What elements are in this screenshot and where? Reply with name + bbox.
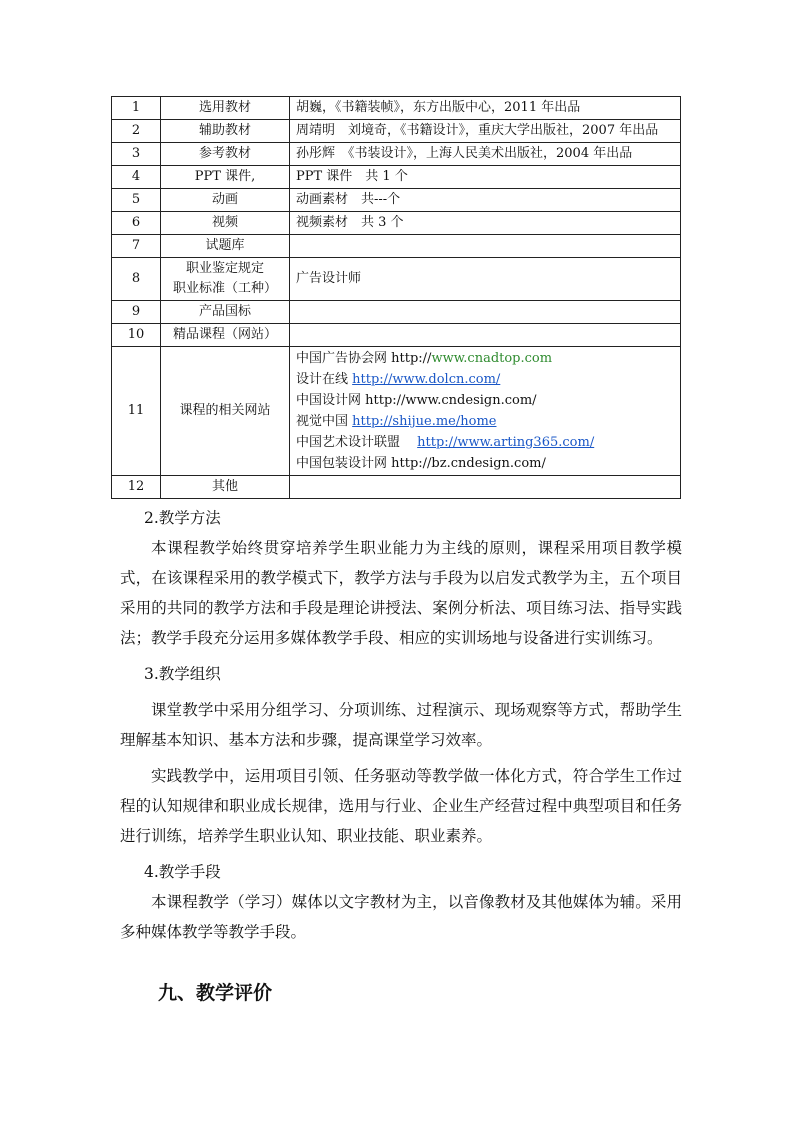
- table-row: [112, 143, 681, 166]
- paragraph: 实践教学中，运用项目引领、任务驱动等教学做一体化方式，符合学生工作过程的认知规律和职业成长规律，选用与行业、企业生产经营过程中典型项目和任务进行训练，培养学生职业认知、职业技能、职业素养。: [120, 767, 682, 845]
- table-row: [112, 301, 681, 324]
- resource-content: PPT 课件 共 1 个: [290, 166, 681, 189]
- resource-item: 视频: [161, 212, 290, 235]
- resource-item: [161, 258, 290, 301]
- resource-content: 广告设计师: [290, 258, 681, 301]
- table-row: [112, 212, 681, 235]
- row-number: 1: [112, 97, 161, 120]
- paragraph: 本课程教学（学习）媒体以文字教材为主，以音像教材及其他媒体为辅。采用多种媒体教学等教学手段。: [120, 893, 682, 941]
- website-entry: [296, 390, 674, 411]
- website-link[interactable]: http://www.dolcn.com/: [352, 372, 501, 387]
- table-row: [112, 235, 681, 258]
- row-number: 2: [112, 120, 161, 143]
- row-number: 12: [112, 476, 161, 499]
- row-number: 10: [112, 324, 161, 347]
- resource-content: [290, 324, 681, 347]
- resource-content: 周靖明 刘境奇，《书籍设计》，重庆大学出版社，2007 年出品: [290, 120, 681, 143]
- website-link[interactable]: http://bz.cndesign.com/: [391, 456, 546, 471]
- website-entry: [296, 432, 674, 453]
- paragraph: 本课程教学始终贯穿培养学生职业能力为主线的原则，课程采用项目教学模式，在该课程采用的教学模式下，教学方法与手段为以启发式教学为主，五个项目采用的共同的教学方法和手段是理论讲授法、案例分析法、项目练习法、指导实践法；教学手段充分运用多媒体教学手段、相应的实训场地与设备进行实训练习。: [120, 539, 682, 647]
- website-name: 中国包装设计网: [296, 456, 392, 471]
- resource-content: [290, 235, 681, 258]
- resource-item: PPT 课件,: [161, 166, 290, 189]
- section-heading: 2.教学方法: [144, 509, 221, 527]
- resource-content: 视频素材 共 3 个: [290, 212, 681, 235]
- website-link[interactable]: www.cnadtop.com: [431, 351, 553, 366]
- resource-item: 动画: [161, 189, 290, 212]
- section-heading: 3.教学组织: [144, 665, 221, 683]
- website-entry: [296, 411, 674, 432]
- resource-item: 试题库: [161, 235, 290, 258]
- website-link[interactable]: http://shijue.me/home: [352, 414, 497, 429]
- website-name: 设计在线: [296, 372, 353, 387]
- table-row: [112, 97, 681, 120]
- resource-content: 胡巍，《书籍装帧》，东方出版中心，2011 年出品: [290, 97, 681, 120]
- chapter-heading: 九、教学评价: [158, 982, 273, 1004]
- resource-item: 精品课程（网站）: [161, 324, 290, 347]
- website-name: 中国艺术设计联盟: [296, 435, 418, 450]
- teaching-sections: [120, 503, 682, 947]
- table-row: [112, 189, 681, 212]
- website-name: 视觉中国: [296, 414, 353, 429]
- website-name: 中国设计网: [296, 393, 366, 408]
- website-link[interactable]: http://www.arting365.com/: [417, 435, 595, 450]
- row-number: 9: [112, 301, 161, 324]
- website-entry: [296, 453, 674, 474]
- row-number: 7: [112, 235, 161, 258]
- table-row: [112, 324, 681, 347]
- row-number: 11: [112, 347, 161, 476]
- resource-item: 参考教材: [161, 143, 290, 166]
- resource-item: 课程的相关网站: [161, 347, 290, 476]
- table-row: [112, 166, 681, 189]
- resource-item: 辅助教材: [161, 120, 290, 143]
- teaching-resources-table: [111, 96, 681, 499]
- resource-item: 选用教材: [161, 97, 290, 120]
- resource-content: [290, 301, 681, 324]
- resource-content: 孙彤辉 《书装设计》，上海人民美术出版社，2004 年出品: [290, 143, 681, 166]
- website-entry: [296, 348, 674, 369]
- resource-item-line: 职业鉴定规定: [185, 261, 264, 276]
- table-row: [112, 120, 681, 143]
- table-row: [112, 476, 681, 499]
- table-row: [112, 347, 681, 476]
- website-link[interactable]: http://www.cndesign.com/: [365, 393, 537, 408]
- row-number: 5: [112, 189, 161, 212]
- row-number: 6: [112, 212, 161, 235]
- row-number: 3: [112, 143, 161, 166]
- resource-item-line: 职业标准（工种）: [172, 281, 277, 296]
- resource-content: 动画素材 共---个: [290, 189, 681, 212]
- website-entry: [296, 369, 674, 390]
- website-name: 中国广告协会网: [296, 351, 392, 366]
- section-heading: 4.教学手段: [144, 863, 221, 881]
- resource-item: 其他: [161, 476, 290, 499]
- paragraph: 课堂教学中采用分组学习、分项训练、过程演示、现场观察等方式，帮助学生理解基本知识、基本方法和步骤，提高课堂学习效率。: [120, 701, 682, 749]
- resource-content: [290, 476, 681, 499]
- related-websites-list: [290, 347, 681, 476]
- table-row: [112, 258, 681, 301]
- row-number: 4: [112, 166, 161, 189]
- resource-item: 产品国标: [161, 301, 290, 324]
- website-url-prefix: http://: [391, 351, 432, 366]
- row-number: 8: [112, 258, 161, 301]
